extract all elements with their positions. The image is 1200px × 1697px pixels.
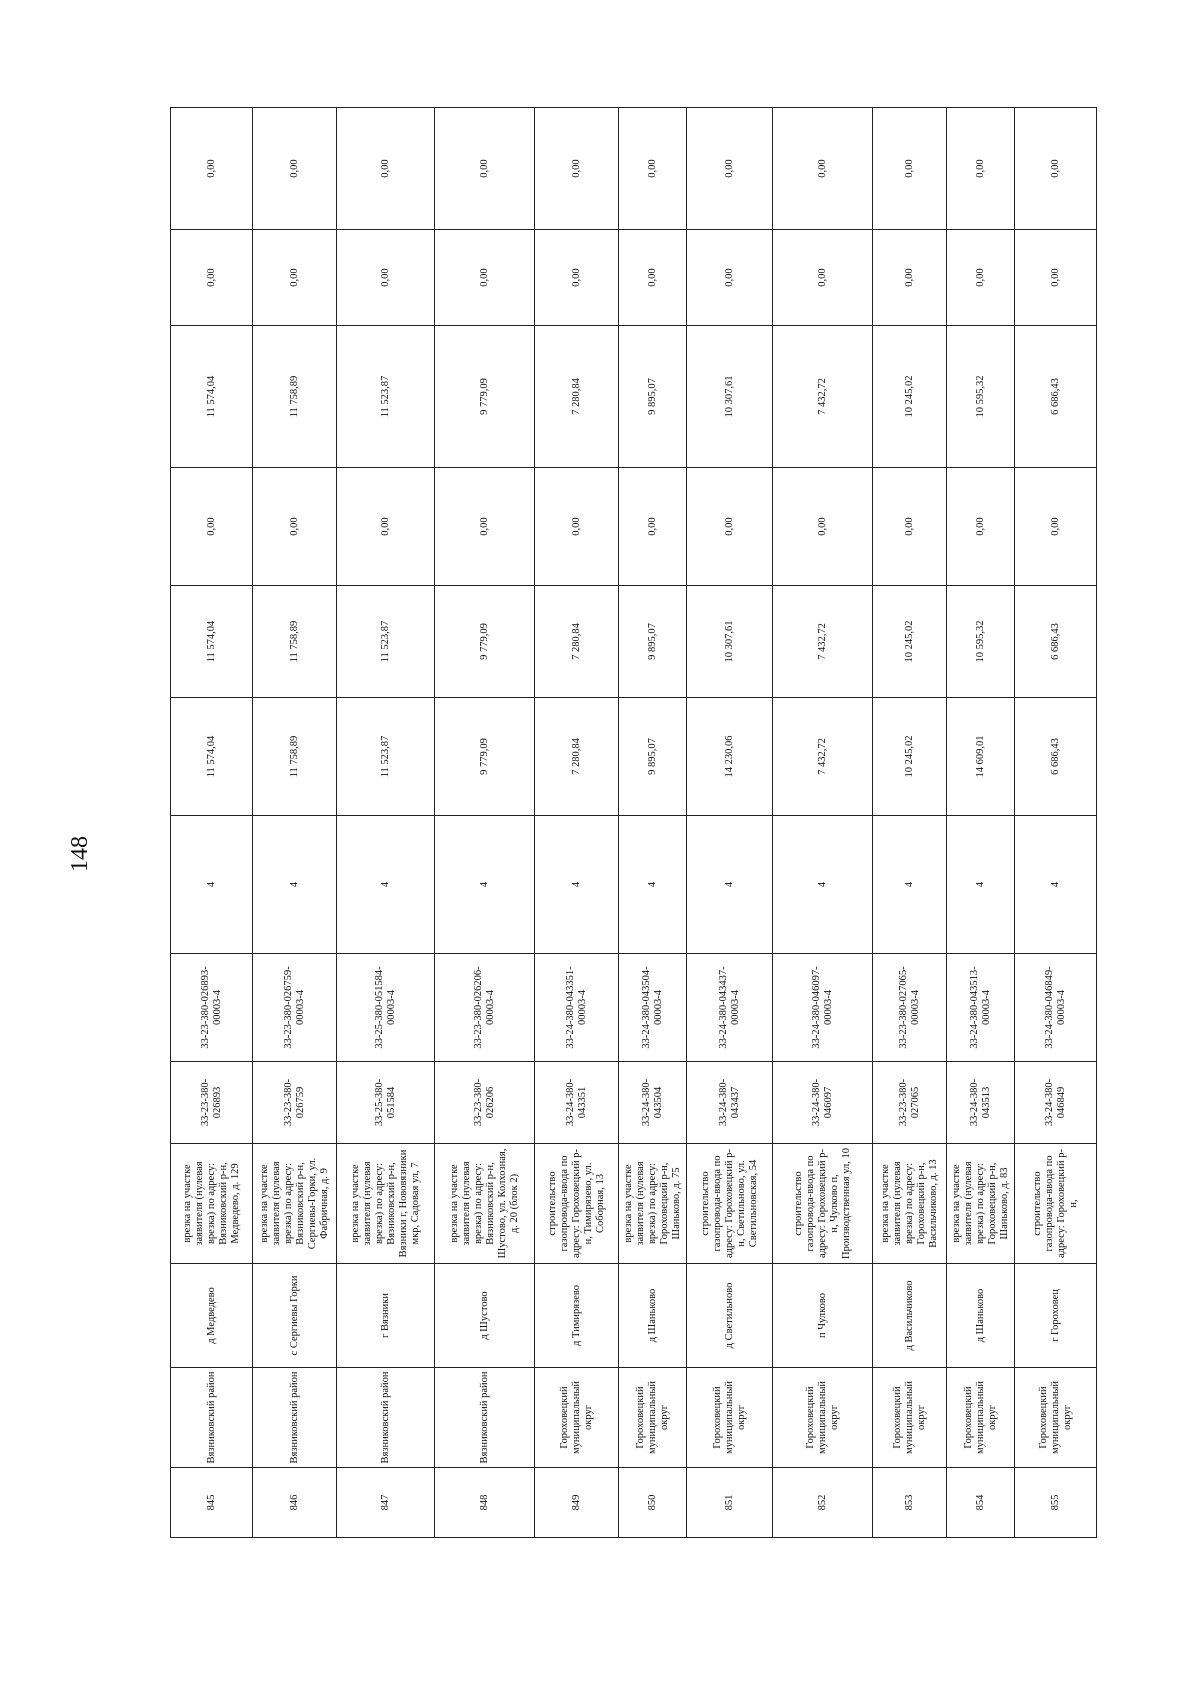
description-cell: врезка на участке заявителя (нулевая врезка) по адресу: Вязниковский р-н, Сергиевы-Горки, ул. Фабричная, д. 9 — [253, 1144, 337, 1264]
description-cell: врезка на участке заявителя (нулевая врезка) по адресу: Гороховецкий р-н, Шаньково, д. 83 — [947, 1144, 1015, 1264]
row-number-cell: 855 — [1015, 1468, 1097, 1538]
application-code-cell: 33-24-380-046097 — [773, 1062, 873, 1144]
value-5-cell: 0,00 — [435, 230, 535, 326]
value-6-cell: 0,00 — [619, 108, 687, 230]
value-5-cell: 0,00 — [947, 230, 1015, 326]
value-2-cell: 9 779,09 — [435, 586, 535, 698]
value-3-cell: 0,00 — [435, 468, 535, 586]
application-code-cell: 33-24-380-046849 — [1015, 1062, 1097, 1144]
table-row — [1015, 108, 1097, 1538]
description-cell: врезка на участке заявителя (нулевая врезка) по адресу: Гороховецкий р-н, Васильчиково, д. 13 — [873, 1144, 947, 1264]
full-code-cell: 33-24-380-043513-00003-4 — [947, 954, 1015, 1062]
value-1-cell: 9 895,07 — [619, 698, 687, 816]
table-row — [435, 108, 535, 1538]
application-code-cell: 33-23-380-026893 — [171, 1062, 253, 1144]
district-cell: Гороховецкий муниципальный округ — [687, 1368, 773, 1468]
value-1-cell: 11 523,87 — [337, 698, 435, 816]
value-5-cell: 0,00 — [687, 230, 773, 326]
application-code-cell: 33-24-380-043504 — [619, 1062, 687, 1144]
value-5-cell: 0,00 — [1015, 230, 1097, 326]
table-row — [947, 108, 1015, 1538]
district-cell: Вязниковский район — [171, 1368, 253, 1468]
row-number-cell: 853 — [873, 1468, 947, 1538]
district-cell: Гороховецкий муниципальный округ — [873, 1368, 947, 1468]
locality-cell: д Шаньково — [947, 1264, 1015, 1368]
row-number-cell: 854 — [947, 1468, 1015, 1538]
value-6-cell: 0,00 — [773, 108, 873, 230]
locality-cell: д Светильново — [687, 1264, 773, 1368]
value-4-cell: 9 779,09 — [435, 326, 535, 468]
row-number-cell: 847 — [337, 1468, 435, 1538]
description-cell: врезка на участке заявителя (нулевая врезка) по адресу: Гороховецкий р-н, Шаньково, д. 75 — [619, 1144, 687, 1264]
full-code-cell: 33-25-380-051584-00003-4 — [337, 954, 435, 1062]
value-4-cell: 9 895,07 — [619, 326, 687, 468]
locality-cell: с Сергиевы Горки — [253, 1264, 337, 1368]
application-code-cell: 33-25-380-051584 — [337, 1062, 435, 1144]
value-5-cell: 0,00 — [773, 230, 873, 326]
value-3-cell: 0,00 — [253, 468, 337, 586]
page-number: 148 — [67, 836, 93, 872]
application-code-cell: 33-24-380-043437 — [687, 1062, 773, 1144]
category-cell: 4 — [253, 816, 337, 954]
value-2-cell: 11 758,89 — [253, 586, 337, 698]
value-4-cell: 11 523,87 — [337, 326, 435, 468]
value-5-cell: 0,00 — [337, 230, 435, 326]
value-1-cell: 6 686,43 — [1015, 698, 1097, 816]
category-cell: 4 — [687, 816, 773, 954]
value-2-cell: 10 595,32 — [947, 586, 1015, 698]
full-code-cell: 33-23-380-026893-00003-4 — [171, 954, 253, 1062]
value-1-cell: 10 245,02 — [873, 698, 947, 816]
table-row — [337, 108, 435, 1538]
table-row — [535, 108, 619, 1538]
value-1-cell: 9 779,09 — [435, 698, 535, 816]
value-6-cell: 0,00 — [171, 108, 253, 230]
locality-cell: п Чулково — [773, 1264, 873, 1368]
table-row — [171, 108, 253, 1538]
application-code-cell: 33-23-380-026206 — [435, 1062, 535, 1144]
value-6-cell: 0,00 — [873, 108, 947, 230]
value-4-cell: 10 595,32 — [947, 326, 1015, 468]
full-code-cell: 33-24-380-043437-00003-4 — [687, 954, 773, 1062]
description-cell: строительство газопровода-ввода по адресу: Гороховецкий р-н, — [1015, 1144, 1097, 1264]
value-6-cell: 0,00 — [535, 108, 619, 230]
row-number-cell: 845 — [171, 1468, 253, 1538]
full-code-cell: 33-24-380-046849-00003-4 — [1015, 954, 1097, 1062]
category-cell: 4 — [873, 816, 947, 954]
locality-cell: д Шаньково — [619, 1264, 687, 1368]
full-code-cell: 33-23-380-027065-00003-4 — [873, 954, 947, 1062]
category-cell: 4 — [773, 816, 873, 954]
district-cell: Вязниковский район — [253, 1368, 337, 1468]
value-3-cell: 0,00 — [337, 468, 435, 586]
full-code-cell: 33-23-380-026206-00003-4 — [435, 954, 535, 1062]
value-4-cell: 7 432,72 — [773, 326, 873, 468]
locality-cell: г Гороховец — [1015, 1264, 1097, 1368]
locality-cell: д Медведево — [171, 1264, 253, 1368]
rotated-table-container — [170, 108, 1096, 1538]
value-3-cell: 0,00 — [535, 468, 619, 586]
description-cell: врезка на участке заявителя (нулевая врезка) по адресу: Вязниковский р-н, Вязники г, Нововязники мкр, Садовая ул, 7 — [337, 1144, 435, 1264]
category-cell: 4 — [619, 816, 687, 954]
value-1-cell: 7 432,72 — [773, 698, 873, 816]
category-cell: 4 — [947, 816, 1015, 954]
value-4-cell: 7 280,84 — [535, 326, 619, 468]
row-number-cell: 852 — [773, 1468, 873, 1538]
table-row — [773, 108, 873, 1538]
category-cell: 4 — [1015, 816, 1097, 954]
application-code-cell: 33-23-380-026759 — [253, 1062, 337, 1144]
value-2-cell: 6 686,43 — [1015, 586, 1097, 698]
value-4-cell: 10 307,61 — [687, 326, 773, 468]
value-2-cell: 11 574,04 — [171, 586, 253, 698]
value-1-cell: 14 609,01 — [947, 698, 1015, 816]
value-6-cell: 0,00 — [687, 108, 773, 230]
value-2-cell: 9 895,07 — [619, 586, 687, 698]
description-cell: врезка на участке заявителя (нулевая врезка) по адресу: Вязниковский р-н, Шустово, ул. Колхозная, д. 20 (блок 2) — [435, 1144, 535, 1264]
value-4-cell: 6 686,43 — [1015, 326, 1097, 468]
row-number-cell: 851 — [687, 1468, 773, 1538]
value-3-cell: 0,00 — [619, 468, 687, 586]
full-code-cell: 33-24-380-043504-00003-4 — [619, 954, 687, 1062]
district-cell: Вязниковский район — [435, 1368, 535, 1468]
value-6-cell: 0,00 — [1015, 108, 1097, 230]
row-number-cell: 848 — [435, 1468, 535, 1538]
locality-cell: д Шустово — [435, 1264, 535, 1368]
value-6-cell: 0,00 — [435, 108, 535, 230]
value-3-cell: 0,00 — [687, 468, 773, 586]
category-cell: 4 — [535, 816, 619, 954]
value-2-cell: 7 432,72 — [773, 586, 873, 698]
value-1-cell: 14 230,06 — [687, 698, 773, 816]
value-2-cell: 7 280,84 — [535, 586, 619, 698]
description-cell: строительство газопровода-ввода по адресу: Гороховецкий р-н, Тимирязево, ул. Соборная, 13 — [535, 1144, 619, 1264]
value-6-cell: 0,00 — [337, 108, 435, 230]
value-4-cell: 11 574,04 — [171, 326, 253, 468]
table-row — [619, 108, 687, 1538]
description-cell: строительство газопровода-ввода по адресу: Гороховецкий р-н, Светильново, ул. Светильновская, 54 — [687, 1144, 773, 1264]
value-5-cell: 0,00 — [171, 230, 253, 326]
category-cell: 4 — [435, 816, 535, 954]
value-1-cell: 7 280,84 — [535, 698, 619, 816]
value-6-cell: 0,00 — [253, 108, 337, 230]
value-6-cell: 0,00 — [947, 108, 1015, 230]
full-code-cell: 33-23-380-026759-00003-4 — [253, 954, 337, 1062]
value-1-cell: 11 574,04 — [171, 698, 253, 816]
row-number-cell: 850 — [619, 1468, 687, 1538]
full-code-cell: 33-24-380-043351-00003-4 — [535, 954, 619, 1062]
description-cell: врезка на участке заявителя (нулевая врезка) по адресу: Вязниковский р-н, Медведево, д. 129 — [171, 1144, 253, 1264]
value-3-cell: 0,00 — [873, 468, 947, 586]
row-number-cell: 846 — [253, 1468, 337, 1538]
description-cell: строительство газопровода-ввода по адресу: Гороховецкий р-н, Чулково п, Производственная ул, 10 — [773, 1144, 873, 1264]
category-cell: 4 — [171, 816, 253, 954]
application-code-cell: 33-24-380-043513 — [947, 1062, 1015, 1144]
table-row — [873, 108, 947, 1538]
district-cell: Гороховецкий муниципальный округ — [1015, 1368, 1097, 1468]
value-5-cell: 0,00 — [873, 230, 947, 326]
district-cell: Гороховецкий муниципальный округ — [947, 1368, 1015, 1468]
row-number-cell: 849 — [535, 1468, 619, 1538]
value-4-cell: 11 758,89 — [253, 326, 337, 468]
value-5-cell: 0,00 — [619, 230, 687, 326]
value-2-cell: 10 245,02 — [873, 586, 947, 698]
table-row — [253, 108, 337, 1538]
application-code-cell: 33-23-380-027065 — [873, 1062, 947, 1144]
district-cell: Гороховецкий муниципальный округ — [619, 1368, 687, 1468]
locality-cell: д Тимирязево — [535, 1264, 619, 1368]
value-5-cell: 0,00 — [535, 230, 619, 326]
table-body — [171, 108, 1097, 1538]
value-3-cell: 0,00 — [1015, 468, 1097, 586]
value-2-cell: 10 307,61 — [687, 586, 773, 698]
value-5-cell: 0,00 — [253, 230, 337, 326]
full-code-cell: 33-24-380-046097-00003-4 — [773, 954, 873, 1062]
value-2-cell: 11 523,87 — [337, 586, 435, 698]
category-cell: 4 — [337, 816, 435, 954]
table-row — [687, 108, 773, 1538]
application-code-cell: 33-24-380-043351 — [535, 1062, 619, 1144]
district-cell: Гороховецкий муниципальный округ — [535, 1368, 619, 1468]
value-1-cell: 11 758,89 — [253, 698, 337, 816]
value-4-cell: 10 245,02 — [873, 326, 947, 468]
district-cell: Вязниковский район — [337, 1368, 435, 1468]
data-table — [170, 107, 1097, 1538]
locality-cell: д Васильчиково — [873, 1264, 947, 1368]
value-3-cell: 0,00 — [947, 468, 1015, 586]
value-3-cell: 0,00 — [773, 468, 873, 586]
district-cell: Гороховецкий муниципальный округ — [773, 1368, 873, 1468]
locality-cell: г Вязники — [337, 1264, 435, 1368]
value-3-cell: 0,00 — [171, 468, 253, 586]
